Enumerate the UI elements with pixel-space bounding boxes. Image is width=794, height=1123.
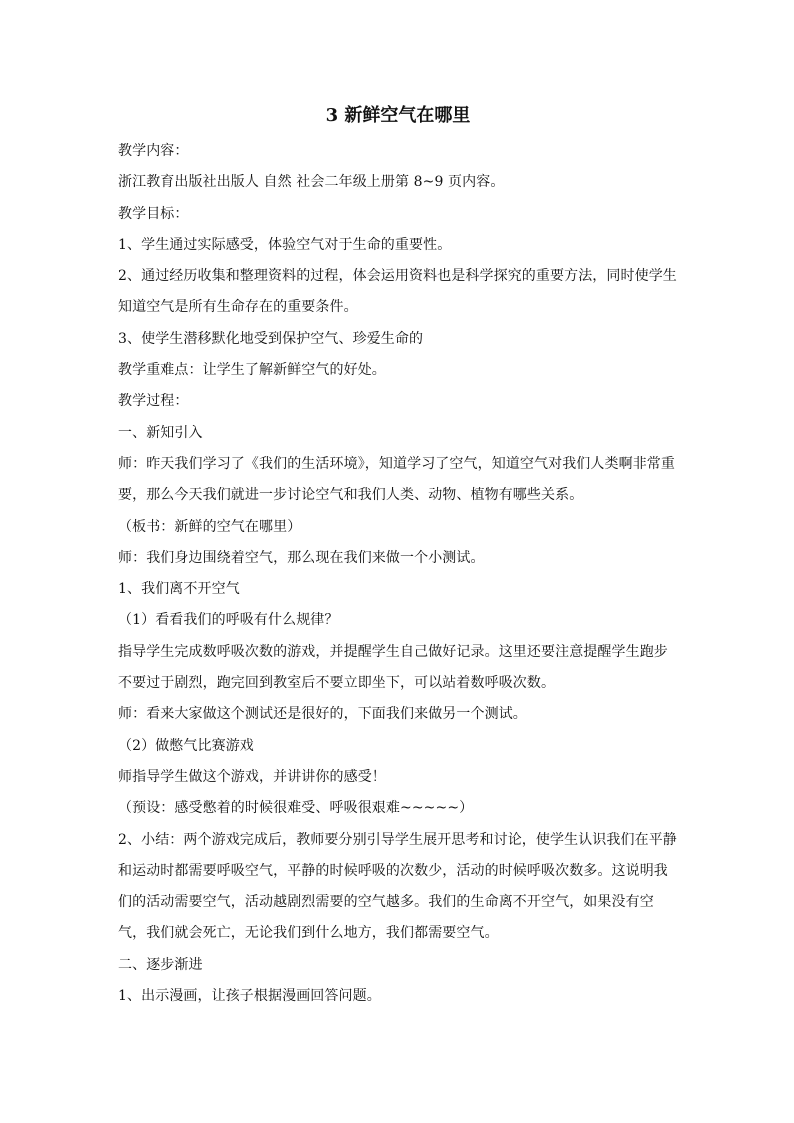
paragraph-teacher-intro: 师：昨天我们学习了《我们的生活环境》，知道学习了空气，知道空气对我们人类啊非常重要，那么今天我们就进一步讨论空气和我们人类、动物、植物有哪些关系。 bbox=[118, 455, 675, 504]
paragraph-content-heading: 教学内容： bbox=[118, 143, 189, 159]
paragraph-goal-2: 2、通过经历收集和整理资料的过程，体会运用资料也是科学探究的重要方法，同时使学生知道空气是所有生命存在的重要条件。 bbox=[118, 268, 677, 316]
document-title: 3 新鲜空气在哪里 bbox=[325, 105, 471, 126]
paragraph-teacher-test: 师：我们身边围绕着空气，那么现在我们来做一个小测试。 bbox=[118, 549, 485, 566]
paragraph-section-2: 二、逐步渐进 bbox=[118, 956, 203, 973]
paragraph-section-1: 一、新知引入 bbox=[118, 424, 203, 441]
paragraph-board-note: （板书：新鲜的空气在哪里） bbox=[118, 518, 302, 535]
document-page bbox=[118, 98, 678, 1012]
paragraph-goal-1: 1、学生通过实际感受，体验空气对于生命的重要性。 bbox=[118, 236, 452, 253]
paragraph-goal-3: 3、使学生潜移默化地受到保护空气、珍爱生命的 bbox=[118, 330, 424, 347]
paragraph-key-points: 教学重难点：让学生了解新鲜空气的好处。 bbox=[118, 362, 386, 379]
paragraph-goals-heading: 教学目标： bbox=[118, 205, 189, 222]
paragraph-preset: （预设：感受憋着的时候很难受、呼吸很艰难~~~~~） bbox=[118, 800, 474, 817]
paragraph-guide-breathing: 指导学生完成数呼吸次数的游戏，并提醒学生自己做好记录。这里还要注意提醒学生跑步不要过于剧烈，跑完回到教室后不要立即坐下，可以站着数呼吸次数。 bbox=[118, 643, 668, 692]
paragraph-comic: 1、出示漫画，让孩子根据漫画回答问题。 bbox=[118, 988, 381, 1005]
paragraph-teacher-next: 师：看来大家做这个测试还是很好的，下面我们来做另一个测试。 bbox=[118, 706, 527, 723]
paragraph-summary: 2、小结：两个游戏完成后，教师要分别引导学生展开思考和讨论，使学生认识我们在平静和运动时都需要呼吸空气，平静的时候呼吸的次数少，活动的时候呼吸次数多。这说明我们的活动需要空气，活动越剧烈需要的空气越多。我们的生命离不开空气，如果没有空气，我们就会死亡，无论我们到什么地方，我们都需要空气。 bbox=[118, 831, 677, 942]
paragraph-guide-game: 师指导学生做这个游戏，并讲讲你的感受！ bbox=[118, 768, 386, 785]
paragraph-content: 浙江教育出版社出版人 自然 社会二年级上册第 8~9 页内容。 bbox=[118, 174, 505, 191]
paragraph-process-heading: 教学过程： bbox=[118, 393, 189, 410]
paragraph-sub-1-1: （1）看看我们的呼吸有什么规律？ bbox=[118, 612, 339, 629]
paragraph-sub-1: 1、我们离不开空气 bbox=[118, 581, 240, 598]
paragraph-sub-1-2: （2）做憋气比赛游戏 bbox=[118, 737, 254, 754]
